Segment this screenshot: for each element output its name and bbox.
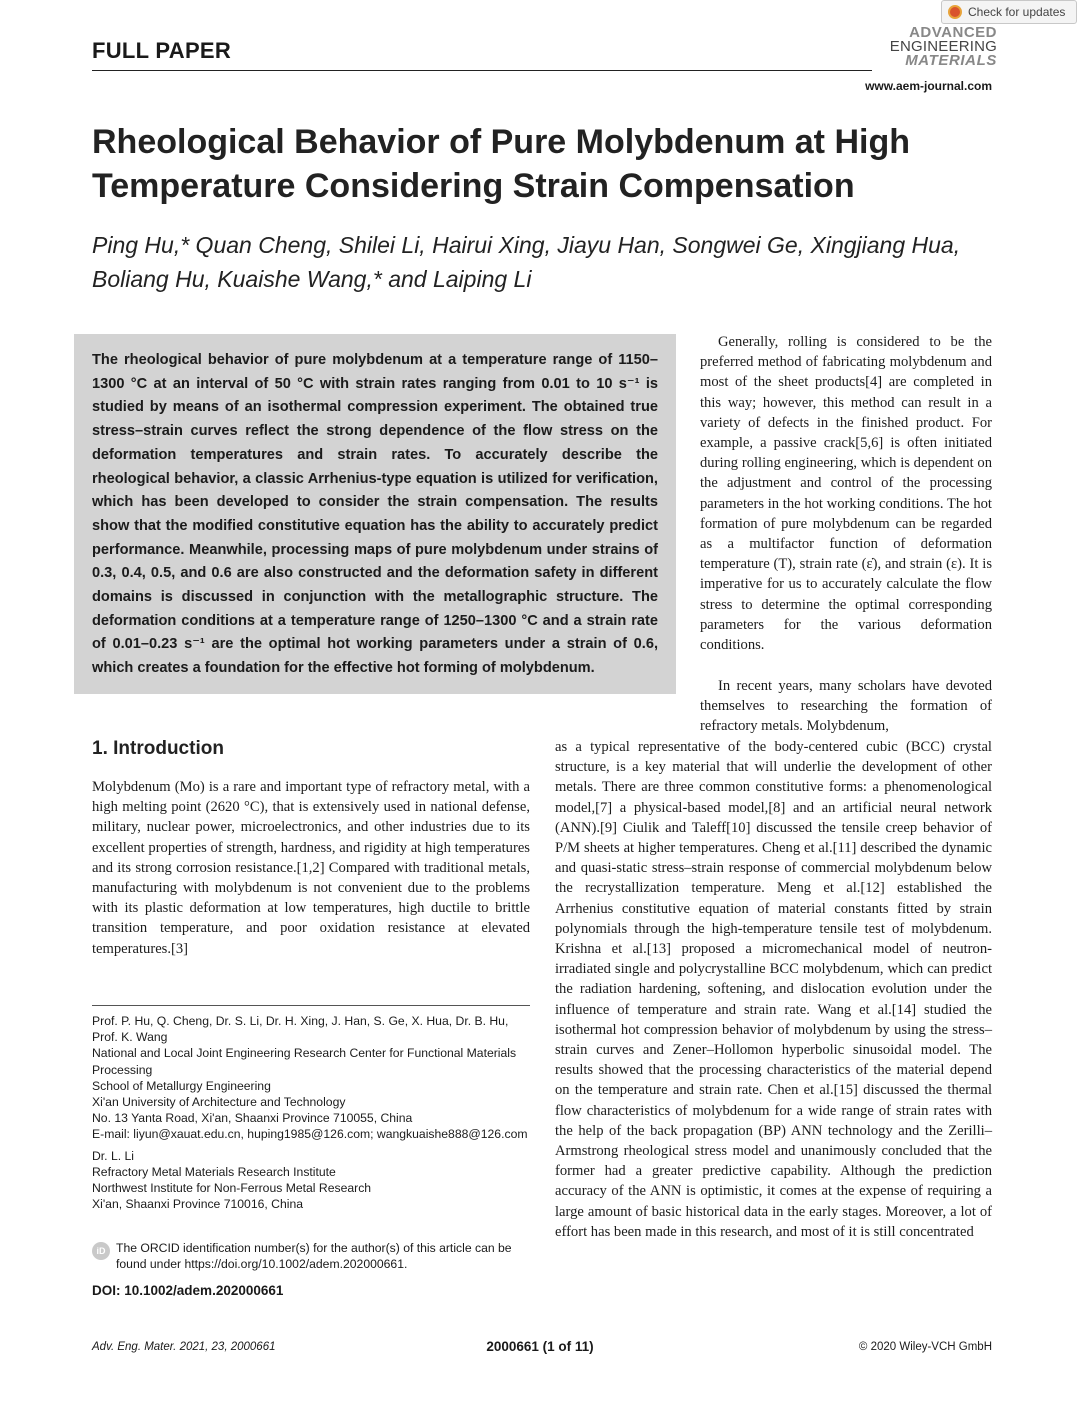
section-label: FULL PAPER bbox=[92, 38, 232, 63]
orcid-note-text[interactable]: The ORCID identification number(s) for the author(s) of this article can be found under https://doi.org/10.1002/adem.202000661. bbox=[116, 1241, 512, 1271]
orcid-icon: iD bbox=[92, 1242, 110, 1260]
check-for-updates-button[interactable] bbox=[941, 0, 1077, 24]
affiliation-line: School of Metallurgy Engineering bbox=[92, 1078, 271, 1093]
affiliation-line: Prof. P. Hu, Q. Cheng, Dr. S. Li, Dr. H. Xing, J. Han, S. Ge, X. Hua, Dr. B. Hu, Prof. K. Wang bbox=[92, 1014, 509, 1045]
abstract-text: The rheological behavior of pure molybdenum at a temperature range of 1150–1300 °C at an interval of 50 °C with strain rates ranging from 0.01 to 10 s⁻¹ is studied by means of an isothermal compression experiment. The obtained true stress–strain curves reflect the strong dependence of the flow stress on the deformation temperatures and strain rates. To accurately describe the rheological behavior, a classic Arrhenius-type equation is utilized for verification, which has been developed to consider the strain compensation. The results show that the modified constitutive equation has the ability to accurately predict performance. Meanwhile, processing maps of pure molybdenum under strains of 0.3, 0.4, 0.5, and 0.6 are also constructed and the deformation safety in different domains is discussed in conjunction with the metallographic structure. The deformation conditions at a temperature range of 1250–1300 °C and a strain rate of 0.01–0.23 s⁻¹ are the optimal hot working parameters under a strain of 0.6, which creates a foundation for the effective hot forming of molybdenum. bbox=[92, 352, 658, 677]
journal-url-link[interactable]: www.aem-journal.com bbox=[865, 79, 992, 93]
introduction-paragraph: Molybdenum (Mo) is a rare and important type of refractory metal, with a high melting point (2620 °C), that is extensively used in national defense, military, nuclear power, microelectronics, and other industries due to its excellent properties of strength, hardness, and rigidity at high temperatures and its strong corrosion resistance.[1,2] Compared with traditional metals, manufacturing with molybdenum is not convenient due to the problems with its plastic deformation at low temperatures, high ductile to brittle transition temperature, and poor oxidation resistance at elevated temperatures.[3] bbox=[92, 779, 530, 957]
journal-logo bbox=[872, 26, 997, 68]
affiliation-line: Xi'an, Shaanxi Province 710016, China bbox=[92, 1197, 304, 1212]
affiliation-line: Dr. L. Li bbox=[92, 1148, 134, 1163]
check-for-updates-label: Check for updates bbox=[968, 5, 1066, 19]
affiliation-line: No. 13 Yanta Road, Xi'an, Shaanxi Province 710055, China bbox=[92, 1111, 413, 1126]
journal-logo-line2: ENGINEERING bbox=[889, 38, 997, 55]
body-paragraph-generally: Generally, rolling is considered to be the preferred method of fabricating molybdenum and most of the sheet products[4] are completed in this way; however, this method can result in a variety of defects in the finished product. For example, a passive crack[5,6] is often initiated during rolling engineering, which is dependent on the adjustment and control of the processing parameters in the hot working conditions. The hot formation of pure molybdenum can be regarded as a multifactor function of deformation temperature (T), strain rate (ε̇), and strain (ε). It is imperative for us to accurately calculate the flow stress to determine the optimal corresponding parameters for the various deformation conditions. bbox=[700, 334, 992, 654]
doi-link[interactable]: DOI: 10.1002/adem.202000661 bbox=[92, 1283, 284, 1298]
footer-citation: Adv. Eng. Mater. 2021, 23, 2000661 bbox=[92, 1341, 276, 1353]
affiliation-line: Northwest Institute for Non-Ferrous Metal Research bbox=[92, 1181, 372, 1196]
affiliation-line: Refractory Metal Materials Research Institute bbox=[92, 1164, 336, 1179]
affiliation-line: National and Local Joint Engineering Research Center for Functional Materials Processing bbox=[92, 1046, 517, 1077]
body-paragraph-recent-years-continued: as a typical representative of the body-centered cubic (BCC) crystal structure, is a key material that will underlie the development of other metals. There are three common constitutive forms: a phenomenological model,[7] a physical-based model,[8] and an artificial neural network (ANN).[9] Ciulik and Taleff[10] discussed the tensile creep behavior of P/M sheets at higher temperatures. Cheng et al.[11] described the dynamic and quasi-static stress–strain response of commercial molybdenum below the recrystallization temperature. Meng et al.[12] established the Arrhenius constitutive equation of material constants fitted by strain polynomials through the high-temperature tensile test of molybdenum. Krishna et al.[13] proposed a micromechanical model of neutron-irradiated single and polycrystalline BCC molybdenum, which can predict the radiation hardening, softening, and dislocation evolution under the influence of temperature and strain rate. Wang et al.[14] studied the isothermal hot compression behavior of molybdenum by using the stress–strain curves and Zener–Hollomon hyperbolic sinusoidal model. The results showed that the processing characteristics of the material depend on the temperature and strain rate. Chen et al.[15] discussed the thermal flow characteristics of molybdenum for a wide range of strain rates with the help of the back propagation (BP) ANN technology and the Zerilli–Armstrong rheological stress model and unanimously concluded that the former had a greater predictive capability. Although the prediction accuracy of the ANN is optimistic, it comes at the expense of requiring a large amount of basic historical data in the early stages. Moreover, a lot of effort has been made in this research, and most of it is still concentrated bbox=[555, 739, 992, 1240]
footer-page-number: 2000661 (1 of 11) bbox=[486, 1339, 594, 1354]
journal-logo-line1: ADVANCED bbox=[909, 24, 997, 41]
affiliation-divider bbox=[92, 1005, 530, 1006]
affiliation-line: Xi'an University of Architecture and Technology bbox=[92, 1095, 346, 1110]
body-paragraph-recent-years: In recent years, many scholars have devoted themselves to researching the formation of refractory metals. Molybdenum, bbox=[700, 678, 992, 735]
section-heading-introduction: 1. Introduction bbox=[92, 738, 224, 759]
affiliations-block bbox=[92, 1013, 532, 1212]
header-divider bbox=[92, 70, 872, 71]
affiliation-email[interactable]: E-mail: liyun@xauat.edu.cn, huping1985@126.com; wangkuaishe888@126.com bbox=[92, 1127, 528, 1142]
updates-icon bbox=[948, 5, 962, 19]
journal-logo-line3: MATERIALS bbox=[905, 52, 997, 69]
footer-copyright: © 2020 Wiley-VCH GmbH bbox=[858, 1341, 992, 1353]
author-list: Ping Hu,* Quan Cheng, Shilei Li, Hairui Xing, Jiayu Han, Songwei Ge, Xingjiang Hua, Boliang Hu, Kuaishe Wang,* and Laiping Li bbox=[92, 232, 961, 292]
orcid-note bbox=[92, 1240, 532, 1272]
article-title: Rheological Behavior of Pure Molybdenum at High Temperature Considering Strain Compensation bbox=[92, 123, 910, 205]
